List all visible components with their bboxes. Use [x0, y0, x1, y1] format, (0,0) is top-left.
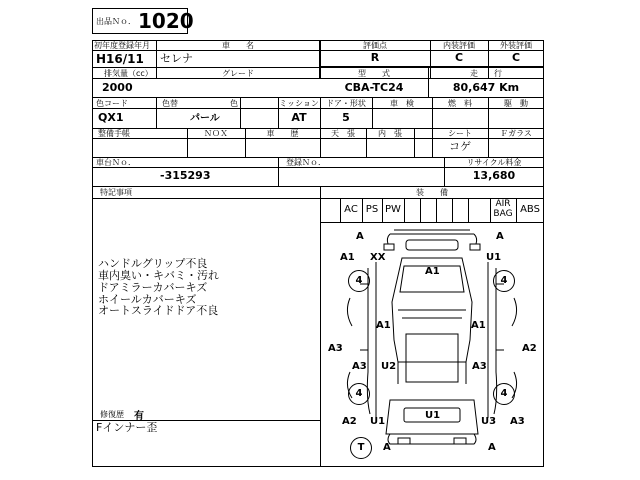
reg-year-value: H16/11	[96, 52, 144, 66]
color-value: パール	[190, 113, 220, 124]
seat-label: シート	[448, 129, 472, 138]
displacement-value: 2000	[102, 81, 133, 94]
spare-tire: T	[350, 437, 372, 459]
rule	[414, 128, 415, 157]
repair-note: Fインナー歪	[96, 421, 158, 434]
inspection-label: 車 検	[390, 99, 414, 108]
rule	[156, 97, 157, 128]
interior-label: 内装評価	[443, 41, 475, 50]
transmission-value: AT	[291, 111, 307, 124]
drive-label: 駆 動	[504, 99, 528, 108]
damage-rear-right-quarter: A3	[510, 416, 525, 427]
damage-left-rear-door: A3	[352, 361, 367, 372]
seat-value: コゲ	[449, 140, 471, 153]
tire-right-front: 4	[493, 270, 515, 292]
car-name-value: セレナ	[160, 52, 193, 65]
damage-hood-grille: XX	[370, 252, 386, 263]
doors-label: ドア・形状	[326, 99, 366, 108]
lot-label: 出品Ｎｏ．	[96, 17, 136, 26]
doors-value: 5	[342, 111, 350, 124]
damage-front-right-bumper: A	[496, 231, 504, 242]
model-label: 型 式	[358, 69, 390, 78]
equip-pw: PW	[385, 204, 401, 215]
equipment-label: 装 備	[416, 188, 448, 197]
mileage-label: 走 行	[470, 69, 502, 78]
tire-left-front: 4	[348, 270, 370, 292]
damage-roof: A1	[425, 266, 440, 277]
damage-right-fender: U1	[486, 252, 502, 263]
rule	[468, 198, 469, 222]
rule-thick	[320, 66, 544, 68]
rule	[420, 198, 421, 222]
rule	[436, 198, 437, 222]
car-name-label: 車 名	[222, 41, 254, 50]
damage-left-fender: A1	[340, 252, 355, 263]
damage-tailgate: U1	[425, 410, 441, 421]
interior-cover-label: 内 張	[378, 129, 402, 138]
transmission-label: ミッション	[279, 99, 319, 108]
lot-number: 1020	[138, 9, 194, 33]
color-code-label: 色コード	[96, 99, 128, 108]
mileage-value: 80,647 Km	[452, 81, 520, 94]
exterior-label: 外装評価	[500, 41, 532, 50]
chassis-value: -315293	[160, 169, 211, 182]
rule	[404, 198, 405, 222]
fuel-label: 燃 料	[448, 99, 472, 108]
damage-right-side: A2	[522, 343, 537, 354]
remarks-label: 特記事項	[100, 188, 132, 197]
remark-line: ドアミラーカバーキズ	[98, 281, 208, 294]
damage-rear-left-lamp: U1	[370, 416, 386, 427]
reg-no-label: 登録Ｎｏ．	[286, 158, 326, 167]
sunroof-label: 天 張	[331, 129, 355, 138]
damage-right-front-door: A1	[471, 320, 486, 331]
recycle-label: リサイクル料金	[466, 158, 522, 167]
equip-ac: AC	[344, 204, 358, 215]
remark-line: ハンドルグリップ不良	[98, 257, 208, 270]
rule	[452, 198, 453, 222]
rule	[92, 186, 544, 187]
tire-left-rear: 4	[348, 383, 370, 405]
damage-left-front-door: A1	[376, 320, 391, 331]
score-label: 評価点	[363, 41, 387, 50]
fglass-label: Ｆガラス	[500, 129, 532, 138]
color-label: 色	[230, 99, 238, 108]
recycle-value: 13,680	[472, 169, 516, 182]
equip-ps: PS	[365, 204, 379, 215]
remark-line: オートスライドドア不良	[98, 304, 219, 317]
damage-left-inner: U2	[381, 361, 397, 372]
damage-rear-bumper-right: A	[488, 442, 496, 453]
grade-label: グレード	[222, 69, 254, 78]
reg-year-label: 初年度登録年月	[94, 41, 150, 50]
history-label: 車 歴	[266, 129, 299, 138]
damage-rear-bumper-left: A	[383, 442, 391, 453]
damage-left-side: A3	[328, 343, 343, 354]
repair-value: 有	[134, 411, 144, 422]
maintenance-label: 整備手帳	[98, 129, 130, 138]
score-value: R	[370, 51, 380, 64]
tire-right-rear: 4	[493, 383, 515, 405]
color-code-value: QX1	[98, 111, 124, 124]
damage-right-rear-door: A3	[472, 361, 487, 372]
nox-label: ＮＯＸ	[204, 129, 228, 138]
rule	[278, 157, 279, 186]
displacement-label: 排気量（cc）	[104, 69, 153, 78]
equip-airbag: AIR BAG	[493, 199, 513, 219]
exterior-value: C	[511, 51, 521, 64]
rule	[92, 198, 544, 199]
repair-label: 修復歴	[100, 410, 124, 419]
remark-line: 車内臭い・キバミ・汚れ	[98, 269, 219, 282]
remark-line: ホイールカバーキズ	[98, 293, 197, 306]
rule	[92, 97, 544, 98]
damage-rear-right-lamp: U3	[481, 416, 497, 427]
interior-value: C	[454, 51, 464, 64]
damage-front-left-bumper: A	[356, 231, 364, 242]
model-value: CBA-TC24	[344, 81, 404, 94]
chassis-label: 車台Ｎｏ．	[96, 158, 136, 167]
damage-rear-left-quarter: A2	[342, 416, 357, 427]
equip-abs: ABS	[520, 204, 540, 215]
color-type-label: 色替	[162, 99, 178, 108]
